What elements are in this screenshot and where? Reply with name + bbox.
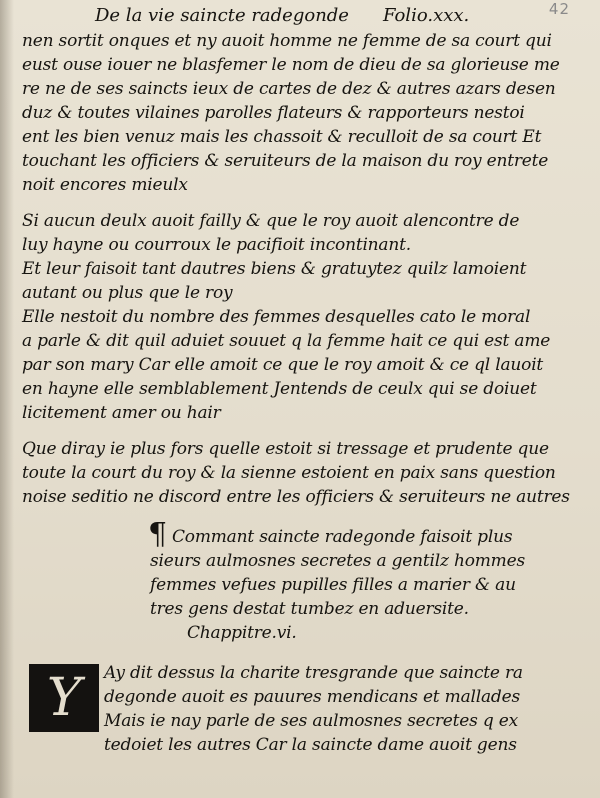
text-line: luy hayne ou courroux le pacifioit incontinant.: [22, 235, 411, 255]
text-line: ent les bien venuz mais les chassoit & reculloit de sa court Et: [22, 127, 542, 147]
chapter-heading-line: Commant saincte radegonde faisoit plus: [172, 527, 513, 547]
text-line: eust ouse iouer ne blasfemer le nom de dieu de sa glorieuse me: [22, 55, 560, 75]
text-line: a parle & dit quil aduiet souuet q la femme hait ce qui est ame: [22, 331, 551, 351]
text-line: degonde auoit es pauures mendicans et mallades: [104, 687, 520, 707]
chapter-label: Chappitre.vi.: [187, 623, 297, 643]
chapter-heading-line: tres gens destat tumbez en aduersite.: [150, 599, 469, 619]
chapter-heading-line: sieurs aulmosnes secretes a gentilz hommes: [150, 551, 525, 571]
text-line: Mais ie nay parle de ses aulmosnes secretes q ex: [104, 711, 518, 731]
text-line: noise seditio ne discord entre les officiers & seruiteurs ne autres: [22, 487, 570, 507]
text-line: Et leur faisoit tant dautres biens & gratuytez quilz lamoient: [22, 259, 527, 279]
decorated-initial: [29, 664, 99, 732]
binding-shadow: [0, 0, 14, 798]
running-title: De la vie saincte radegonde: [95, 5, 349, 26]
text-line: re ne de ses saincts ieux de cartes de dez & autres azars desen: [22, 79, 556, 99]
chapter-heading-line: femmes vefues pupilles filles a marier & au: [150, 575, 516, 595]
text-line: autant ou plus que le roy: [22, 283, 233, 303]
text-line: en hayne elle semblablement Jentends de ceulx qui se doiuet: [22, 379, 537, 399]
text-line: touchant les officiers & seruiteurs de la maison du roy entrete: [22, 151, 549, 171]
running-header: [95, 5, 469, 26]
text-line: licitement amer ou hair: [22, 403, 221, 423]
text-line: Que diray ie plus fors quelle estoit si tressage et prudente que: [22, 439, 549, 459]
text-line: toute la court du roy & la sienne estoient en paix sans question: [22, 463, 556, 483]
pilcrow-mark: ¶: [148, 517, 168, 552]
text-line: duz & toutes vilaines parolles flateurs & rapporteurs nestoi: [22, 103, 525, 123]
text-line: tedoiet les autres Car la saincte dame auoit gens: [104, 735, 517, 755]
text-line: Elle nestoit du nombre des femmes desquelles cato le moral: [22, 307, 531, 327]
initial-letter: Y: [46, 668, 82, 728]
text-line: par son mary Car elle amoit ce que le roy amoit & ce ql lauoit: [22, 355, 544, 375]
folio-number: Folio.xxx.: [382, 5, 470, 26]
text-line: Si aucun deulx auoit failly & que le roy auoit alencontre de: [22, 211, 520, 231]
text-line: Ay dit dessus la charite tresgrande que saincte ra: [104, 663, 523, 683]
pencil-page-number: 42: [548, 0, 570, 18]
text-line: nen sortit onques et ny auoit homme ne femme de sa court qui: [22, 31, 552, 51]
text-line: noit encores mieulx: [22, 175, 188, 195]
